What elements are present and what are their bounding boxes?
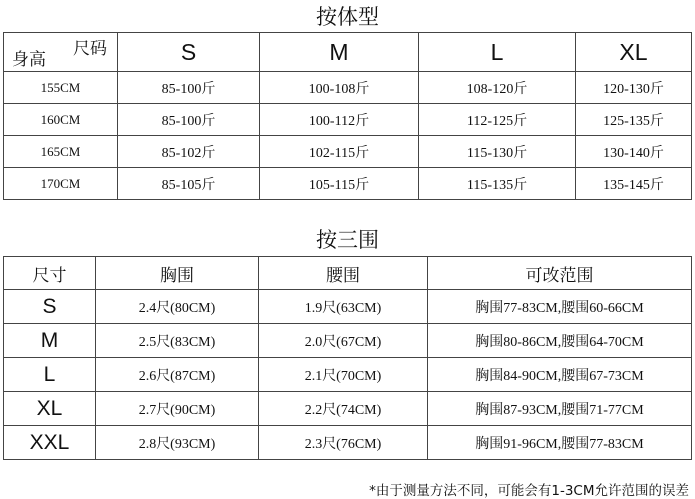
weight-cell: 105-115斤 (260, 168, 419, 200)
size-header: S (118, 33, 260, 72)
weight-cell: 135-145斤 (576, 168, 692, 200)
weight-cell: 100-108斤 (260, 72, 419, 104)
table-row (4, 168, 692, 200)
table-header-row (4, 257, 692, 290)
chest-cell: 2.8尺(93CM) (96, 426, 259, 460)
range-cell: 胸围77-83CM,腰围60-66CM (428, 290, 692, 324)
range-cell: 胸围91-96CM,腰围77-83CM (428, 426, 692, 460)
size-cell: XL (4, 392, 96, 426)
waist-cell: 1.9尺(63CM) (259, 290, 428, 324)
weight-cell: 115-130斤 (419, 136, 576, 168)
waist-cell: 2.2尺(74CM) (259, 392, 428, 426)
table-row (4, 290, 692, 324)
waist-column-header: 腰围 (259, 257, 428, 290)
measurement-error-note: *由于测量方法不同，可能会有1-3CM允许范围的误差 (369, 483, 689, 499)
table-row (4, 392, 692, 426)
weight-cell: 85-100斤 (118, 72, 260, 104)
measurements-title: 按三围 (316, 228, 379, 252)
waist-cell: 2.0尺(67CM) (259, 324, 428, 358)
size-header: XL (576, 33, 692, 72)
body-type-size-table (3, 32, 692, 200)
size-header: M (260, 33, 419, 72)
size-corner-label: 尺码 (73, 39, 107, 59)
range-cell: 胸围84-90CM,腰围67-73CM (428, 358, 692, 392)
weight-cell: 85-105斤 (118, 168, 260, 200)
table-row (4, 72, 692, 104)
size-cell: XXL (4, 426, 96, 460)
weight-cell: 112-125斤 (419, 104, 576, 136)
waist-cell: 2.1尺(70CM) (259, 358, 428, 392)
range-cell: 胸围87-93CM,腰围71-77CM (428, 392, 692, 426)
weight-cell: 108-120斤 (419, 72, 576, 104)
weight-cell: 115-135斤 (419, 168, 576, 200)
corner-header-cell (4, 33, 118, 72)
chest-cell: 2.6尺(87CM) (96, 358, 259, 392)
weight-cell: 100-112斤 (260, 104, 419, 136)
table-header-row (4, 33, 692, 72)
table-row (4, 104, 692, 136)
size-cell: M (4, 324, 96, 358)
table-row (4, 324, 692, 358)
waist-cell: 2.3尺(76CM) (259, 426, 428, 460)
measurements-size-table (3, 256, 692, 460)
weight-cell: 85-102斤 (118, 136, 260, 168)
chest-cell: 2.4尺(80CM) (96, 290, 259, 324)
weight-cell: 85-100斤 (118, 104, 260, 136)
size-cell: L (4, 358, 96, 392)
size-column-header: 尺寸 (4, 257, 96, 290)
range-cell: 胸围80-86CM,腰围64-70CM (428, 324, 692, 358)
table-row (4, 136, 692, 168)
height-cell: 170CM (4, 168, 118, 200)
range-column-header: 可改范围 (428, 257, 692, 290)
weight-cell: 120-130斤 (576, 72, 692, 104)
chest-column-header: 胸围 (96, 257, 259, 290)
body-type-title: 按体型 (316, 5, 379, 29)
height-cell: 160CM (4, 104, 118, 136)
table-row (4, 426, 692, 460)
height-corner-label: 身高 (12, 50, 46, 70)
weight-cell: 130-140斤 (576, 136, 692, 168)
height-cell: 165CM (4, 136, 118, 168)
chest-cell: 2.5尺(83CM) (96, 324, 259, 358)
size-header: L (419, 33, 576, 72)
weight-cell: 125-135斤 (576, 104, 692, 136)
table-row (4, 358, 692, 392)
height-cell: 155CM (4, 72, 118, 104)
weight-cell: 102-115斤 (260, 136, 419, 168)
size-cell: S (4, 290, 96, 324)
chest-cell: 2.7尺(90CM) (96, 392, 259, 426)
